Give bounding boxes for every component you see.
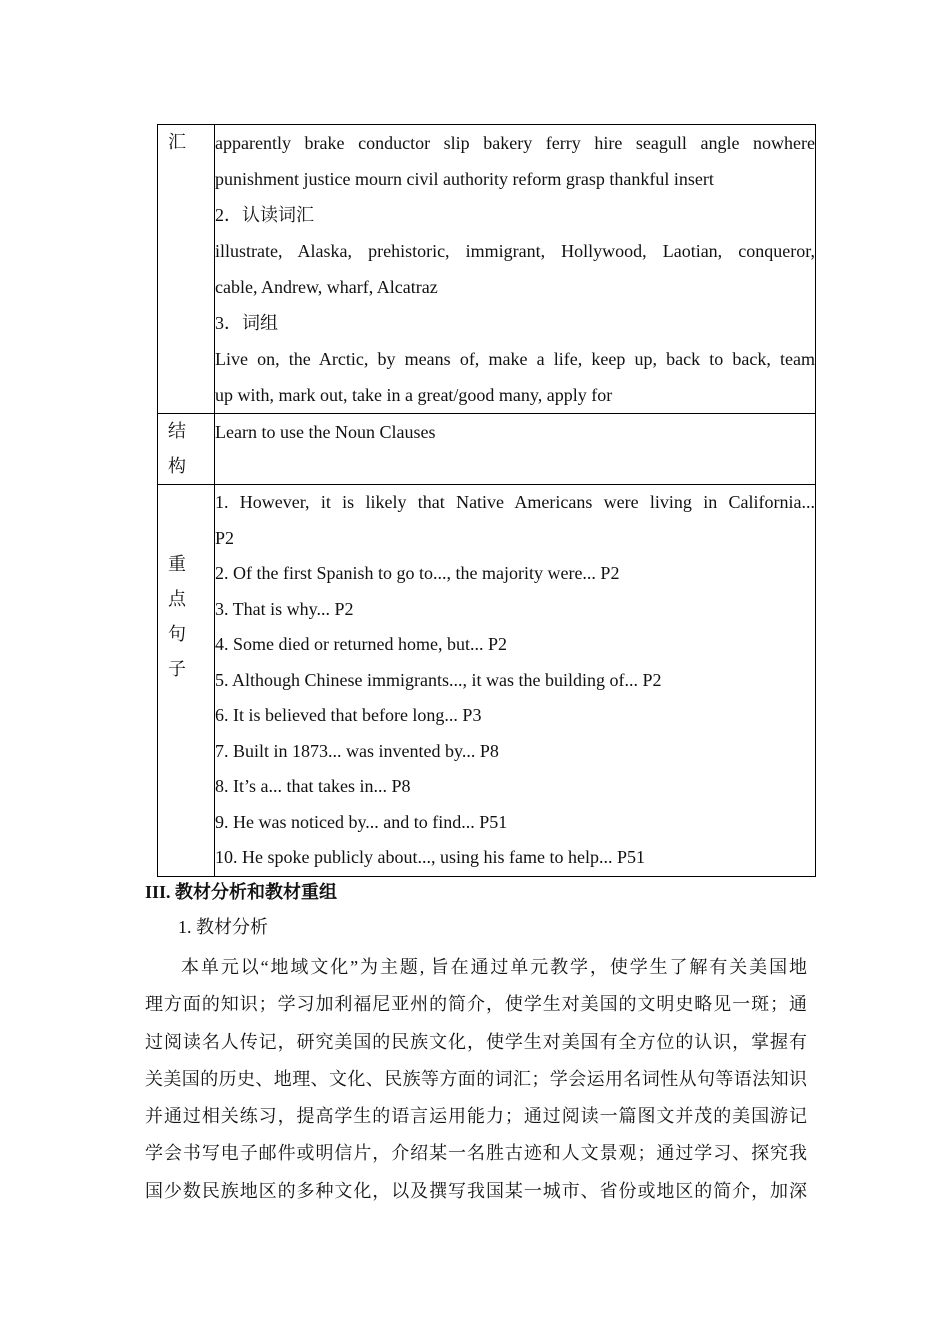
sentence-item: 1. However, it is likely that Native Americans were living in California... <box>215 492 815 512</box>
sentences-label-char: 重 <box>168 554 186 574</box>
sentences-label-char: 子 <box>168 659 186 679</box>
lesson-plan-table <box>157 124 816 877</box>
paragraph-line: 过阅读名人传记，研究美国的民族文化，使学生对美国有全方位的认识，掌握有 <box>145 1031 807 1052</box>
structure-content-cell <box>215 414 816 485</box>
structure-label-cell <box>158 414 215 485</box>
sentence-item: P2 <box>215 527 235 548</box>
sentence-item: 5. Although Chinese immigrants..., it was the building of... P2 <box>215 669 662 690</box>
structure-label <box>158 414 214 484</box>
key-sentences-list <box>215 485 815 876</box>
sentences-label-cell <box>158 485 215 877</box>
sentences-label <box>158 485 214 687</box>
structure-text: Learn to use the Noun Clauses <box>215 422 436 442</box>
vocab-label-cell <box>158 125 215 414</box>
sentences-label-char: 点 <box>168 589 186 609</box>
vocab-row <box>158 125 816 414</box>
sentence-item: 6. It is believed that before long... P3 <box>215 705 482 725</box>
recognition-vocab-heading: 2．认读词汇 <box>215 205 314 225</box>
paragraph-line: 理方面的知识；学习加利福尼亚州的简介，使学生对美国的文明史略见一斑；通 <box>145 994 807 1015</box>
sentence-item: 3. That is why... P2 <box>215 598 354 619</box>
vocab-label <box>158 125 214 160</box>
vocab-words-line-2: punishment justice mourn civil authority reform grasp thankful insert <box>215 169 714 189</box>
sentence-item: 8. It’s a... that takes in... P8 <box>215 776 411 796</box>
recognition-vocab-line-1: illustrate, Alaska, prehistoric, immigrant, Hollywood, Laotian, conqueror, <box>215 241 815 261</box>
structure-row <box>158 414 816 485</box>
sentence-item: 2. Of the first Spanish to go to..., the majority were... P2 <box>215 563 620 583</box>
vocab-label-char: 汇 <box>168 132 186 152</box>
sentence-item: 10. He spoke publicly about..., using his fame to help... P51 <box>215 847 645 867</box>
phrases-line-2: up with, mark out, take in a great/good many, apply for <box>215 385 613 405</box>
section-subheading: 1. 教材分析 <box>178 917 268 937</box>
phrases-heading: 3．词组 <box>215 313 278 333</box>
analysis-paragraph <box>145 949 807 1210</box>
sentence-item: 7. Built in 1873... was invented by... P8 <box>215 740 499 761</box>
sentences-content-cell <box>215 485 816 877</box>
sentence-item: 9. He was noticed by... and to find... P51 <box>215 811 508 832</box>
sentences-row <box>158 485 816 877</box>
recognition-vocab-line-2: cable, Andrew, wharf, Alcatraz <box>215 277 438 297</box>
paragraph-line: 国少数民族地区的多种文化，以及撰写我国某一城市、省份或地区的简介，加深 <box>145 1180 807 1201</box>
paragraph-line: 本单元以“地域文化”为主题, 旨在通过单元教学，使学生了解有关美国地 <box>181 957 807 977</box>
sentence-item: 4. Some died or returned home, but... P2 <box>215 634 507 654</box>
phrases-line-1: Live on, the Arctic, by means of, make a life, keep up, back to back, team <box>215 349 815 369</box>
vocab-words-line-1: apparently brake conductor slip bakery ferry hire seagull angle nowhere <box>215 133 815 153</box>
sentences-label-char: 句 <box>168 624 186 644</box>
paragraph-line: 关美国的历史、地理、文化、民族等方面的词汇；学会运用名词性从句等语法知识 <box>145 1068 807 1089</box>
vocab-content-cell <box>215 125 816 414</box>
structure-label-char: 构 <box>168 456 186 476</box>
section-heading: III. 教材分析和教材重组 <box>145 882 338 902</box>
paragraph-line: 并通过相关练习，提高学生的语言运用能力；通过阅读一篇图文并茂的美国游记 <box>145 1106 807 1127</box>
paragraph-line: 学会书写电子邮件或明信片，介绍某一名胜古迹和人文景观；通过学习、探究我 <box>145 1143 807 1164</box>
structure-label-char: 结 <box>168 421 186 441</box>
